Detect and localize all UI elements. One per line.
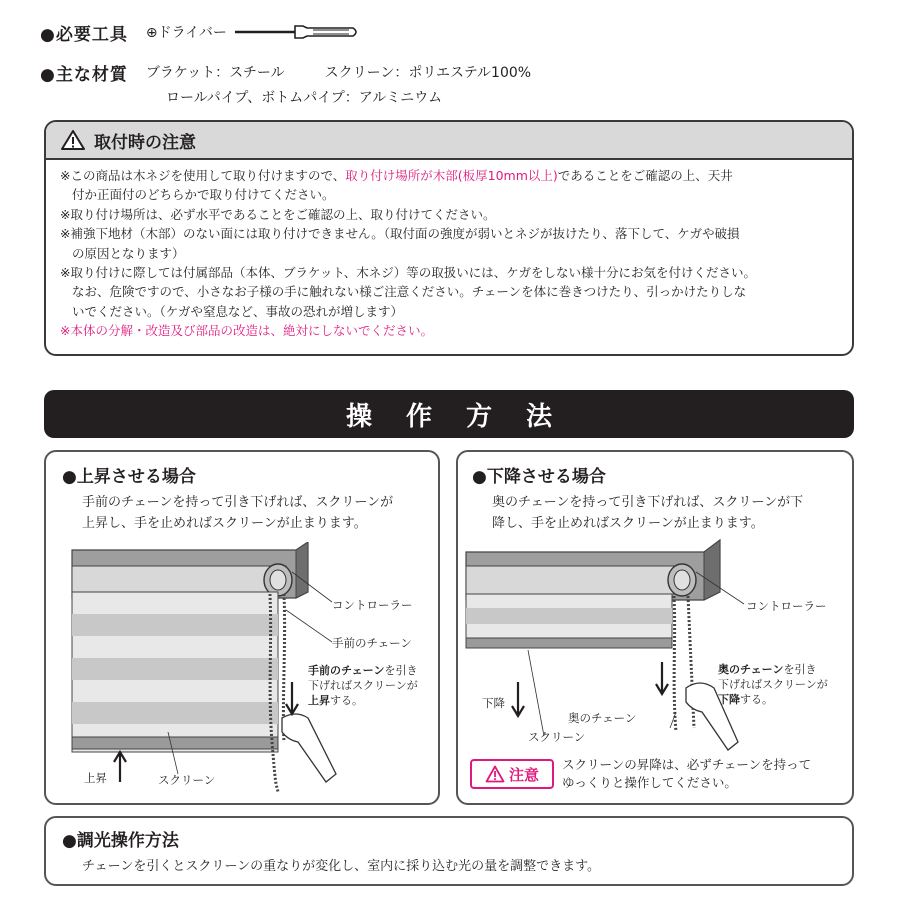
tools-row xyxy=(40,20,361,44)
tools-label: ●必要工具 xyxy=(40,24,128,45)
lower-screen-label: スクリーン xyxy=(528,730,586,744)
caution-line-4: ※取り付けに際しては付属部品（本体、ブラケット、木ネジ）等の取扱いには、ケガをしない様十分にお気を付けください。 xyxy=(60,265,756,281)
caution-line-2: ※取り付け場所は、必ず水平であることをご確認の上、取り付けてください。 xyxy=(60,206,496,222)
lower-back-chain-label: 奥のチェーン xyxy=(568,711,637,725)
lower-caution-text: スクリーンの昇降は、必ずチェーンを持って ゆっくりと操作してください。 xyxy=(562,757,812,790)
materials-label: ●主な材質 xyxy=(40,64,128,85)
materials-row xyxy=(40,60,531,84)
lower-caution-badge: 注意 xyxy=(470,759,554,789)
caution-line-1b: 付か正面付のどちらかで取り付けてください。 xyxy=(72,187,335,203)
raise-text: 手前のチェーンを持って引き下げれば、スクリーンが 上昇し、手を止めればスクリーンが止まります。 xyxy=(82,495,394,531)
caution-line-5: ※本体の分解・改造及び部品の改造は、絶対にしないでください。 xyxy=(60,323,433,339)
materials-row-2 xyxy=(166,86,442,108)
warning-icon xyxy=(60,129,86,151)
materials-screen: スクリーン：ポリエステル100% xyxy=(324,65,532,81)
raise-panel xyxy=(44,450,440,805)
raise-front-chain-label: 手前のチェーン xyxy=(332,636,412,650)
raise-title: ●上昇させる場合 xyxy=(62,467,196,487)
lower-title: ●下降させる場合 xyxy=(472,467,606,487)
lower-down-label: 下降 xyxy=(482,696,505,710)
screwdriver-icon xyxy=(233,20,361,44)
dimming-title: ●調光操作方法 xyxy=(62,831,179,851)
operation-banner: 操作方法 xyxy=(44,390,854,438)
caution-line-4c: いでください。（ケガや窒息など、事故の恐れが増します） xyxy=(72,303,404,319)
caution-line-3: ※補強下地材（木部）のない面には取り付けできません。（取付面の強度が弱いとネジが抜けたり、落下して、ケガや破損 xyxy=(60,226,740,242)
installation-caution-box xyxy=(44,120,854,356)
caution-line-1: ※この商品は木ネジを使用して取り付けますので、取り付け場所が木部(板厚10mm以上)であることをご確認の上、天井 xyxy=(60,168,733,183)
raise-note: 手前のチェーンを引き 下げればスクリーンが 上昇する。 xyxy=(308,664,418,707)
lower-note: 奥のチェーンを引き 下げればスクリーンが 下降する。 xyxy=(718,663,828,706)
warning-icon xyxy=(485,765,505,783)
dimming-panel xyxy=(44,816,854,886)
raise-controller-label: コントローラー xyxy=(332,598,413,612)
materials-pipes: ロールパイプ、ボトムパイプ：アルミニウム xyxy=(166,90,443,106)
raise-screen-label: スクリーン xyxy=(158,773,216,787)
caution-line-3b: の原因となります） xyxy=(72,245,185,261)
caution-line-4b: なお、危険ですので、小さなお子様の手に触れない様ご注意ください。チェーンを体に巻きつけたり、引っかけたりしな xyxy=(72,284,747,300)
lower-blind-illustration xyxy=(458,532,852,762)
materials-bracket: ブラケット：スチール xyxy=(145,65,285,81)
raise-up-label: 上昇 xyxy=(84,771,107,785)
dimming-text: チェーンを引くとスクリーンの重なりが変化し、室内に採り込む光の量を調整できます。 xyxy=(82,859,601,874)
lower-controller-label: コントローラー xyxy=(746,599,827,613)
caution-title: 取付時の注意 xyxy=(94,132,196,153)
caution-header xyxy=(46,122,852,160)
lower-text: 奥のチェーンを持って引き下げれば、スクリーンが下 降し、手を止めればスクリーンが止まります。 xyxy=(492,495,804,531)
caution-body xyxy=(46,160,852,341)
tools-item: ⊕ドライバー xyxy=(145,25,227,41)
lower-panel xyxy=(456,450,854,805)
